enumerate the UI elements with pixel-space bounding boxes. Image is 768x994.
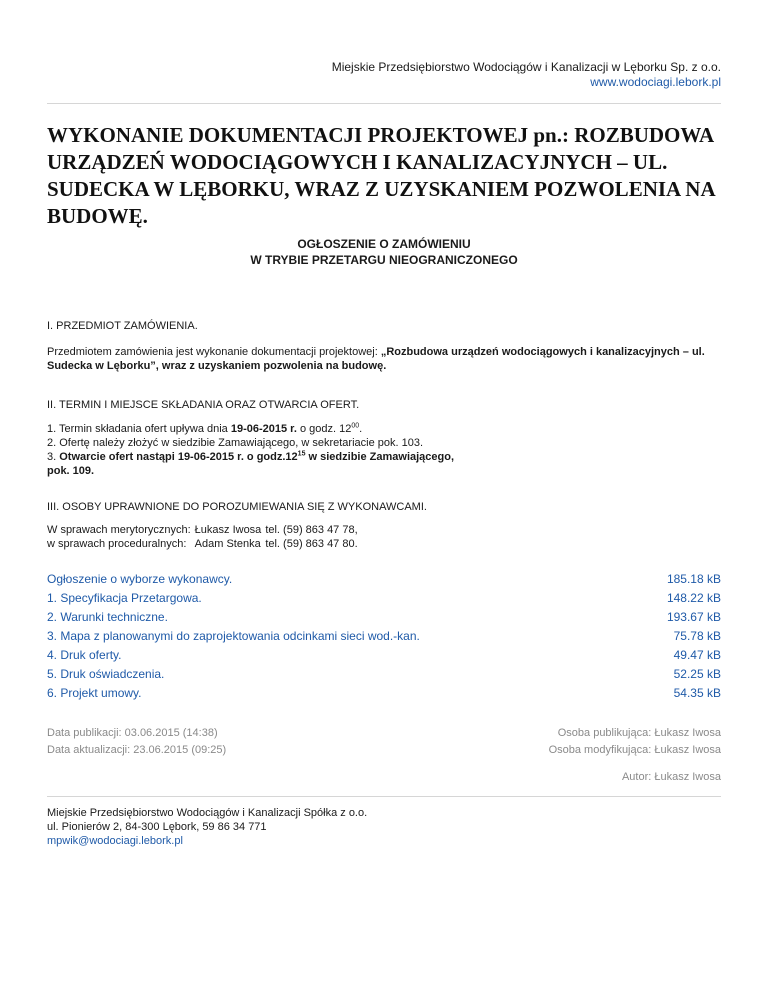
footer-address: ul. Pionierów 2, 84-300 Lębork, 59 86 34 771 [47, 821, 267, 833]
attachment-size: 52.25 kB [673, 667, 721, 681]
update-date: Data aktualizacji: 23.06.2015 (09:25) [47, 744, 227, 756]
attachment-size: 75.78 kB [673, 629, 721, 643]
attachment-link[interactable]: 4. Druk oferty. [47, 648, 122, 662]
attachment-row [47, 646, 721, 665]
subtitle-line-2: W TRYBIE PRZETARGU NIEOGRANICZONEGO [250, 253, 518, 267]
contact-name: Adam Stenka [194, 538, 261, 550]
contact-phone: tel. (59) 863 47 80. [265, 538, 358, 550]
section-deadline [47, 398, 721, 478]
item-3-bold: Otwarcie ofert nastąpi 19-06-2015 r. o godz.12 [59, 451, 298, 463]
document-title: WYKONANIE DOKUMENTACJI PROJEKTOWEJ pn.: ROZBUDOWA URZĄDZEŃ WODOCIĄGOWYCH I KANALIZACYJNYCH – UL. SUDECKA W LĘBORKU, WRAZ Z UZYSKANIEM POZWOLENIA NA BUDOWĘ. [47, 123, 715, 228]
header-company-name: Miejskie Przedsiębiorstwo Wodociągów i Kanalizacji w Lęborku Sp. z o.o. [331, 60, 721, 74]
item-1-time-sup: 00 [351, 422, 360, 430]
section-1-text [47, 345, 721, 373]
section-2-list [47, 422, 721, 478]
item-3-bold-end: w siedzibie Zamawiającego, pok. 109. [47, 451, 455, 477]
contact-role: w sprawach proceduralnych: [47, 538, 187, 550]
subtitle-line-1: OGŁOSZENIE O ZAMÓWIENIU [297, 237, 471, 251]
contact-name: Łukasz Iwosa [194, 524, 262, 536]
attachment-size: 49.47 kB [673, 648, 721, 662]
attachment-size: 193.67 kB [666, 610, 721, 624]
attachment-row [47, 627, 721, 646]
meta-row-published [47, 727, 721, 739]
item-1-end: . [359, 423, 363, 435]
attachment-size: 148.22 kB [666, 591, 721, 605]
section-2-item-3 [47, 450, 467, 478]
section-contacts-heading-block [47, 500, 721, 514]
attachment-row [47, 570, 721, 589]
contact-row [47, 537, 362, 551]
section-1-heading: I. PRZEDMIOT ZAMÓWIENIA. [47, 320, 198, 332]
item-1-date: 19-06-2015 r. [230, 423, 297, 435]
attachment-link[interactable]: 1. Specyfikacja Przetargowa. [47, 591, 202, 605]
footer-divider [47, 796, 721, 797]
item-1-prefix: 1. Termin składania ofert upływa dnia [47, 423, 231, 435]
section-3-heading: III. OSOBY UPRAWNIONE DO POROZUMIEWANIA SIĘ Z WYKONAWCAMI. [47, 501, 427, 513]
attachment-row [47, 665, 721, 684]
contact-phone: tel. (59) 863 47 78, [265, 524, 358, 536]
attachments-list [47, 570, 721, 703]
announcement-subtitle [47, 236, 721, 268]
author-name: Autor: Łukasz Iwosa [621, 771, 721, 783]
header-website-link[interactable]: www.wodociagi.lebork.pl [590, 75, 721, 89]
header-divider [47, 103, 721, 104]
publisher-name: Osoba publikująca: Łukasz Iwosa [557, 727, 721, 739]
footer-email-link[interactable]: mpwik@wodociagi.lebork.pl [47, 835, 183, 847]
attachment-size: 185.18 kB [666, 572, 721, 586]
meta-row-updated [47, 744, 721, 756]
section-1-text-prefix: Przedmiotem zamówienia jest wykonanie dokumentacji projektowej: [47, 346, 381, 358]
attachment-link[interactable]: 2. Warunki techniczne. [47, 610, 168, 624]
attachment-row [47, 589, 721, 608]
attachment-link[interactable]: Ogłoszenie o wyborze wykonawcy. [47, 572, 233, 586]
section-2-item-1 [47, 422, 721, 436]
section-2-heading: II. TERMIN I MIEJSCE SKŁADANIA ORAZ OTWARCIA OFERT. [47, 399, 360, 411]
footer-company-name: Miejskie Przedsiębiorstwo Wodociągów i Kanalizacji Spółka z o.o. [47, 807, 368, 819]
publication-date: Data publikacji: 03.06.2015 (14:38) [47, 727, 218, 739]
section-2-item-2: 2. Ofertę należy złożyć w siedzibie Zamawiającego, w sekretariacie pok. 103. [47, 437, 424, 449]
attachment-link[interactable]: 6. Projekt umowy. [47, 686, 142, 700]
modifier-name: Osoba modyfikująca: Łukasz Iwosa [548, 744, 721, 756]
attachment-size: 54.35 kB [673, 686, 721, 700]
attachment-row [47, 608, 721, 627]
page-header [332, 60, 721, 90]
item-3-prefix: 3. [47, 451, 60, 463]
attachment-row [47, 684, 721, 703]
item-1-time: o godz. 12 [296, 423, 352, 435]
attachment-link[interactable]: 3. Mapa z planowanymi do zaprojektowania odcinkami sieci wod.-kan. [47, 629, 420, 643]
contacts-table [47, 523, 362, 551]
section-subject [47, 319, 721, 373]
item-3-time-sup: 15 [297, 450, 306, 458]
contact-row [47, 523, 362, 537]
attachment-link[interactable]: 5. Druk oświadczenia. [47, 667, 165, 681]
contact-role: W sprawach merytorycznych: [47, 524, 191, 536]
page-footer [47, 806, 367, 848]
section-1-text-bold: „Rozbudowa urządzeń wodociągowych i kanalizacyjnych – ul. Sudecka w Lęborku”, wraz z uzyskaniem pozwolenia na budowę. [47, 346, 705, 372]
